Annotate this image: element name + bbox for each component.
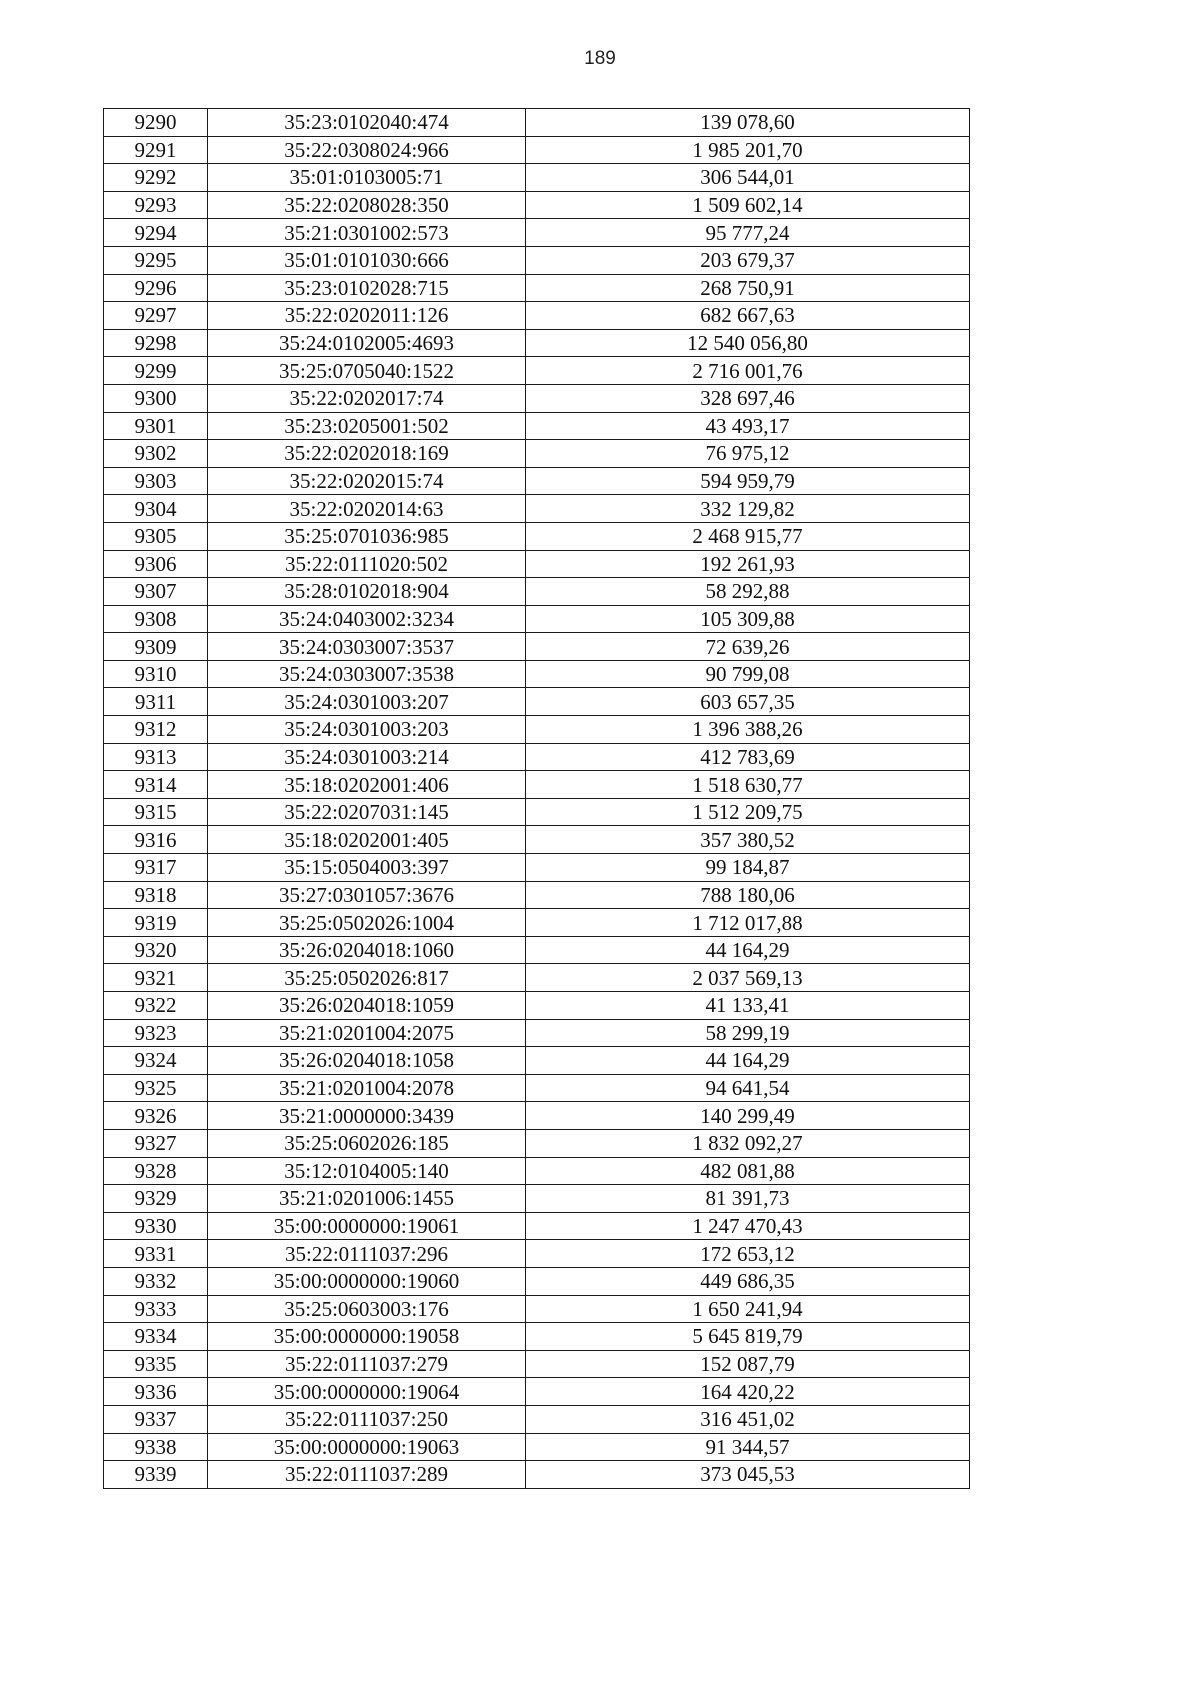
row-number-cell: 9338 bbox=[104, 1433, 208, 1461]
table-row bbox=[104, 771, 970, 799]
row-number-cell: 9309 bbox=[104, 633, 208, 661]
cadastral-value-cell: 164 420,22 bbox=[526, 1378, 970, 1406]
page-number: 189 bbox=[584, 48, 616, 69]
cadastral-number-cell: 35:00:0000000:19060 bbox=[208, 1267, 526, 1295]
row-number-cell: 9296 bbox=[104, 274, 208, 302]
cadastral-value-cell: 41 133,41 bbox=[526, 992, 970, 1020]
cadastral-value-cell: 99 184,87 bbox=[526, 854, 970, 882]
row-number-cell: 9301 bbox=[104, 412, 208, 440]
cadastral-number-cell: 35:22:0111020:502 bbox=[208, 550, 526, 578]
table-row bbox=[104, 164, 970, 192]
cadastral-number-cell: 35:01:0101030:666 bbox=[208, 246, 526, 274]
cadastral-number-cell: 35:21:0201004:2078 bbox=[208, 1074, 526, 1102]
cadastral-value-cell: 1 396 388,26 bbox=[526, 716, 970, 744]
cadastral-value-cell: 140 299,49 bbox=[526, 1102, 970, 1130]
cadastral-number-cell: 35:22:0202017:74 bbox=[208, 384, 526, 412]
table-row bbox=[104, 522, 970, 550]
cadastral-number-cell: 35:26:0204018:1058 bbox=[208, 1047, 526, 1075]
cadastral-number-cell: 35:23:0102028:715 bbox=[208, 274, 526, 302]
table-row bbox=[104, 1323, 970, 1351]
table-row bbox=[104, 909, 970, 937]
row-number-cell: 9322 bbox=[104, 992, 208, 1020]
cadastral-value-cell: 357 380,52 bbox=[526, 826, 970, 854]
row-number-cell: 9293 bbox=[104, 191, 208, 219]
row-number-cell: 9316 bbox=[104, 826, 208, 854]
cadastral-value-cell: 172 653,12 bbox=[526, 1240, 970, 1268]
row-number-cell: 9291 bbox=[104, 136, 208, 164]
row-number-cell: 9319 bbox=[104, 909, 208, 937]
table-row bbox=[104, 633, 970, 661]
row-number-cell: 9307 bbox=[104, 578, 208, 606]
cadastral-value-cell: 192 261,93 bbox=[526, 550, 970, 578]
cadastral-value-cell: 1 712 017,88 bbox=[526, 909, 970, 937]
cadastral-number-cell: 35:24:0102005:4693 bbox=[208, 329, 526, 357]
row-number-cell: 9305 bbox=[104, 522, 208, 550]
cadastral-value-cell: 58 299,19 bbox=[526, 1019, 970, 1047]
cadastral-number-cell: 35:12:0104005:140 bbox=[208, 1157, 526, 1185]
row-number-cell: 9308 bbox=[104, 605, 208, 633]
table-row bbox=[104, 881, 970, 909]
cadastral-value-cell: 682 667,63 bbox=[526, 302, 970, 330]
row-number-cell: 9317 bbox=[104, 854, 208, 882]
row-number-cell: 9328 bbox=[104, 1157, 208, 1185]
cadastral-value-cell: 5 645 819,79 bbox=[526, 1323, 970, 1351]
cadastral-value-cell: 2 716 001,76 bbox=[526, 357, 970, 385]
row-number-cell: 9295 bbox=[104, 246, 208, 274]
cadastral-number-cell: 35:00:0000000:19064 bbox=[208, 1378, 526, 1406]
table-row bbox=[104, 743, 970, 771]
cadastral-value-cell: 373 045,53 bbox=[526, 1461, 970, 1489]
table-row bbox=[104, 716, 970, 744]
table-row bbox=[104, 936, 970, 964]
cadastral-value-cell: 1 509 602,14 bbox=[526, 191, 970, 219]
row-number-cell: 9326 bbox=[104, 1102, 208, 1130]
cadastral-value-cell: 1 518 630,77 bbox=[526, 771, 970, 799]
row-number-cell: 9315 bbox=[104, 798, 208, 826]
row-number-cell: 9335 bbox=[104, 1350, 208, 1378]
row-number-cell: 9297 bbox=[104, 302, 208, 330]
cadastral-number-cell: 35:21:0201006:1455 bbox=[208, 1185, 526, 1213]
cadastral-number-cell: 35:22:0308024:966 bbox=[208, 136, 526, 164]
cadastral-number-cell: 35:26:0204018:1059 bbox=[208, 992, 526, 1020]
cadastral-number-cell: 35:22:0207031:145 bbox=[208, 798, 526, 826]
cadastral-number-cell: 35:25:0603003:176 bbox=[208, 1295, 526, 1323]
cadastral-value-cell: 152 087,79 bbox=[526, 1350, 970, 1378]
cadastral-number-cell: 35:18:0202001:405 bbox=[208, 826, 526, 854]
table-row bbox=[104, 1157, 970, 1185]
table-row bbox=[104, 357, 970, 385]
table-row bbox=[104, 440, 970, 468]
row-number-cell: 9332 bbox=[104, 1267, 208, 1295]
cadastral-number-cell: 35:15:0504003:397 bbox=[208, 854, 526, 882]
table-row bbox=[104, 1267, 970, 1295]
cadastral-number-cell: 35:00:0000000:19061 bbox=[208, 1212, 526, 1240]
cadastral-value-cell: 316 451,02 bbox=[526, 1405, 970, 1433]
row-number-cell: 9336 bbox=[104, 1378, 208, 1406]
cadastral-number-cell: 35:24:0303007:3538 bbox=[208, 660, 526, 688]
cadastral-number-cell: 35:22:0111037:289 bbox=[208, 1461, 526, 1489]
cadastral-value-cell: 2 468 915,77 bbox=[526, 522, 970, 550]
table-row bbox=[104, 302, 970, 330]
cadastral-value-cell: 2 037 569,13 bbox=[526, 964, 970, 992]
table-row bbox=[104, 136, 970, 164]
cadastral-value-cell: 1 247 470,43 bbox=[526, 1212, 970, 1240]
cadastral-value-cell: 105 309,88 bbox=[526, 605, 970, 633]
cadastral-value-cell: 203 679,37 bbox=[526, 246, 970, 274]
row-number-cell: 9325 bbox=[104, 1074, 208, 1102]
cadastral-value-cell: 482 081,88 bbox=[526, 1157, 970, 1185]
row-number-cell: 9333 bbox=[104, 1295, 208, 1323]
cadastral-number-cell: 35:24:0301003:214 bbox=[208, 743, 526, 771]
table-row bbox=[104, 1461, 970, 1489]
cadastral-number-cell: 35:00:0000000:19058 bbox=[208, 1323, 526, 1351]
table-row bbox=[104, 495, 970, 523]
row-number-cell: 9337 bbox=[104, 1405, 208, 1433]
cadastral-value-cell: 76 975,12 bbox=[526, 440, 970, 468]
table-row bbox=[104, 1047, 970, 1075]
row-number-cell: 9300 bbox=[104, 384, 208, 412]
row-number-cell: 9329 bbox=[104, 1185, 208, 1213]
row-number-cell: 9302 bbox=[104, 440, 208, 468]
table-row bbox=[104, 1102, 970, 1130]
cadastral-number-cell: 35:00:0000000:19063 bbox=[208, 1433, 526, 1461]
row-number-cell: 9323 bbox=[104, 1019, 208, 1047]
table-row bbox=[104, 1405, 970, 1433]
row-number-cell: 9318 bbox=[104, 881, 208, 909]
table-row bbox=[104, 798, 970, 826]
row-number-cell: 9311 bbox=[104, 688, 208, 716]
cadastral-value-cell: 95 777,24 bbox=[526, 219, 970, 247]
row-number-cell: 9320 bbox=[104, 936, 208, 964]
cadastral-value-cell: 94 641,54 bbox=[526, 1074, 970, 1102]
table-row bbox=[104, 384, 970, 412]
cadastral-value-cell: 12 540 056,80 bbox=[526, 329, 970, 357]
cadastral-value-cell: 594 959,79 bbox=[526, 467, 970, 495]
cadastral-number-cell: 35:22:0208028:350 bbox=[208, 191, 526, 219]
cadastral-value-cell: 44 164,29 bbox=[526, 1047, 970, 1075]
cadastral-value-cell: 1 985 201,70 bbox=[526, 136, 970, 164]
table-row bbox=[104, 1295, 970, 1323]
row-number-cell: 9331 bbox=[104, 1240, 208, 1268]
table-row bbox=[104, 329, 970, 357]
cadastral-number-cell: 35:24:0303007:3537 bbox=[208, 633, 526, 661]
cadastral-number-cell: 35:25:0701036:985 bbox=[208, 522, 526, 550]
cadastral-value-cell: 72 639,26 bbox=[526, 633, 970, 661]
cadastral-number-cell: 35:24:0301003:207 bbox=[208, 688, 526, 716]
cadastral-value-cell: 306 544,01 bbox=[526, 164, 970, 192]
table-row bbox=[104, 854, 970, 882]
table-row bbox=[104, 1433, 970, 1461]
table-row bbox=[104, 1185, 970, 1213]
cadastral-value-cell: 43 493,17 bbox=[526, 412, 970, 440]
row-number-cell: 9303 bbox=[104, 467, 208, 495]
table-row bbox=[104, 1129, 970, 1157]
cadastral-number-cell: 35:26:0204018:1060 bbox=[208, 936, 526, 964]
cadastral-value-cell: 412 783,69 bbox=[526, 743, 970, 771]
row-number-cell: 9321 bbox=[104, 964, 208, 992]
table-row bbox=[104, 1350, 970, 1378]
cadastral-number-cell: 35:25:0502026:1004 bbox=[208, 909, 526, 937]
cadastral-value-cell: 788 180,06 bbox=[526, 881, 970, 909]
cadastral-number-cell: 35:23:0102040:474 bbox=[208, 109, 526, 137]
table-row bbox=[104, 467, 970, 495]
cadastral-number-cell: 35:28:0102018:904 bbox=[208, 578, 526, 606]
row-number-cell: 9327 bbox=[104, 1129, 208, 1157]
table-row bbox=[104, 1019, 970, 1047]
row-number-cell: 9324 bbox=[104, 1047, 208, 1075]
cadastral-number-cell: 35:23:0205001:502 bbox=[208, 412, 526, 440]
table-row bbox=[104, 412, 970, 440]
cadastral-number-cell: 35:22:0111037:279 bbox=[208, 1350, 526, 1378]
cadastral-value-cell: 81 391,73 bbox=[526, 1185, 970, 1213]
table-row bbox=[104, 191, 970, 219]
cadastral-number-cell: 35:24:0403002:3234 bbox=[208, 605, 526, 633]
cadastral-value-cell: 58 292,88 bbox=[526, 578, 970, 606]
table-row bbox=[104, 1074, 970, 1102]
cadastral-number-cell: 35:25:0705040:1522 bbox=[208, 357, 526, 385]
row-number-cell: 9294 bbox=[104, 219, 208, 247]
row-number-cell: 9292 bbox=[104, 164, 208, 192]
row-number-cell: 9306 bbox=[104, 550, 208, 578]
cadastral-number-cell: 35:21:0301002:573 bbox=[208, 219, 526, 247]
cadastral-number-cell: 35:22:0111037:296 bbox=[208, 1240, 526, 1268]
table-row bbox=[104, 246, 970, 274]
row-number-cell: 9312 bbox=[104, 716, 208, 744]
cadastral-value-cell: 44 164,29 bbox=[526, 936, 970, 964]
row-number-cell: 9298 bbox=[104, 329, 208, 357]
row-number-cell: 9299 bbox=[104, 357, 208, 385]
cadastral-number-cell: 35:18:0202001:406 bbox=[208, 771, 526, 799]
cadastral-value-cell: 332 129,82 bbox=[526, 495, 970, 523]
table-row bbox=[104, 605, 970, 633]
cadastral-value-cell: 603 657,35 bbox=[526, 688, 970, 716]
cadastral-number-cell: 35:25:0502026:817 bbox=[208, 964, 526, 992]
row-number-cell: 9310 bbox=[104, 660, 208, 688]
cadastral-number-cell: 35:21:0201004:2075 bbox=[208, 1019, 526, 1047]
table-row bbox=[104, 660, 970, 688]
cadastral-value-cell: 449 686,35 bbox=[526, 1267, 970, 1295]
table-row bbox=[104, 1240, 970, 1268]
row-number-cell: 9314 bbox=[104, 771, 208, 799]
cadastral-value-cell: 139 078,60 bbox=[526, 109, 970, 137]
table-row bbox=[104, 550, 970, 578]
table-row bbox=[104, 1212, 970, 1240]
row-number-cell: 9304 bbox=[104, 495, 208, 523]
row-number-cell: 9290 bbox=[104, 109, 208, 137]
cadastral-number-cell: 35:22:0111037:250 bbox=[208, 1405, 526, 1433]
table-row bbox=[104, 992, 970, 1020]
table-row bbox=[104, 274, 970, 302]
cadastral-value-cell: 91 344,57 bbox=[526, 1433, 970, 1461]
cadastral-value-cell: 1 512 209,75 bbox=[526, 798, 970, 826]
table-row bbox=[104, 578, 970, 606]
table-row bbox=[104, 1378, 970, 1406]
cadastral-value-cell: 1 650 241,94 bbox=[526, 1295, 970, 1323]
cadastral-number-cell: 35:22:0202014:63 bbox=[208, 495, 526, 523]
cadastral-number-cell: 35:24:0301003:203 bbox=[208, 716, 526, 744]
table-row bbox=[104, 219, 970, 247]
cadastral-number-cell: 35:22:0202015:74 bbox=[208, 467, 526, 495]
table-row bbox=[104, 826, 970, 854]
cadastral-value-cell: 328 697,46 bbox=[526, 384, 970, 412]
cadastral-value-cell: 90 799,08 bbox=[526, 660, 970, 688]
table-row bbox=[104, 688, 970, 716]
cadastral-value-cell: 268 750,91 bbox=[526, 274, 970, 302]
cadastral-value-table bbox=[103, 108, 970, 1489]
row-number-cell: 9313 bbox=[104, 743, 208, 771]
table-row bbox=[104, 109, 970, 137]
cadastral-number-cell: 35:25:0602026:185 bbox=[208, 1129, 526, 1157]
cadastral-value-cell: 1 832 092,27 bbox=[526, 1129, 970, 1157]
row-number-cell: 9339 bbox=[104, 1461, 208, 1489]
cadastral-number-cell: 35:01:0103005:71 bbox=[208, 164, 526, 192]
row-number-cell: 9330 bbox=[104, 1212, 208, 1240]
cadastral-number-cell: 35:22:0202018:169 bbox=[208, 440, 526, 468]
table-row bbox=[104, 964, 970, 992]
cadastral-number-cell: 35:21:0000000:3439 bbox=[208, 1102, 526, 1130]
cadastral-number-cell: 35:22:0202011:126 bbox=[208, 302, 526, 330]
table-body bbox=[104, 109, 970, 1489]
row-number-cell: 9334 bbox=[104, 1323, 208, 1351]
cadastral-number-cell: 35:27:0301057:3676 bbox=[208, 881, 526, 909]
